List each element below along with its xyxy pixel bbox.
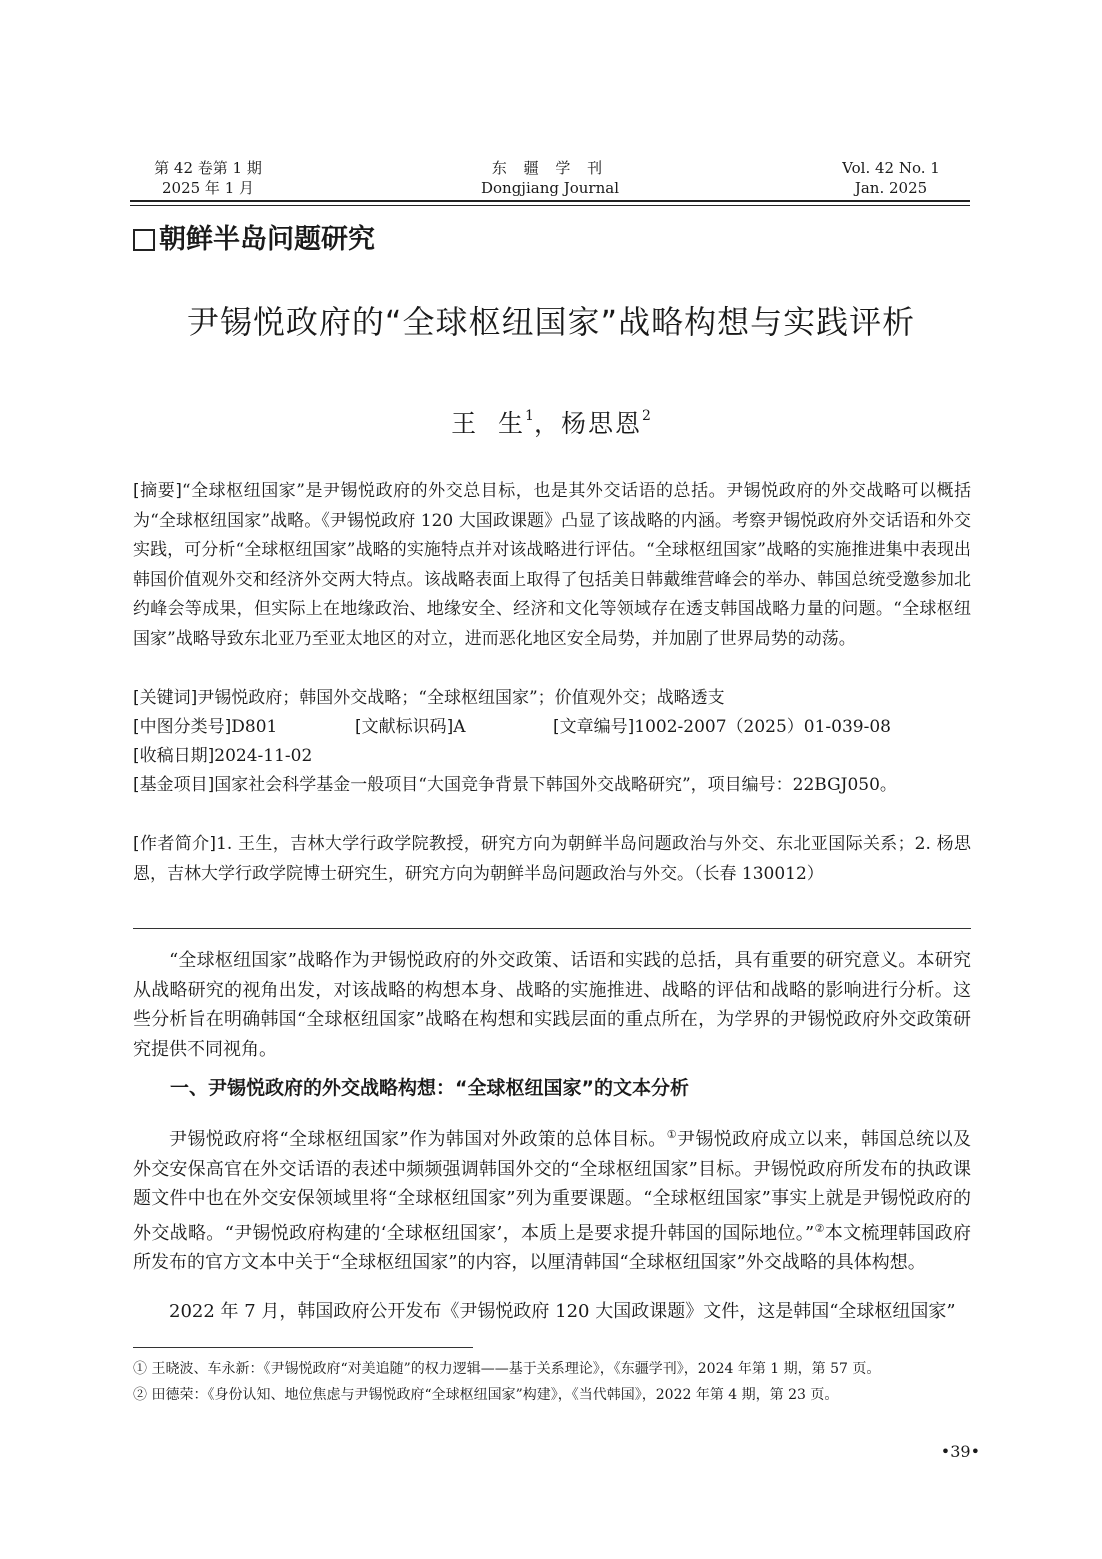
p2-part-b: 尹锡悦政府成立以来，韩国总统以及外交安保高官在外交话语的表述中频频强调韩国外交的“全球枢纽国家”目标。尹锡悦政府所发布的执政课题文件中也在外交安保领域里将“全球枢纽国家”列为重要课题。“全球枢纽国家”事实上就是尹锡悦政府的外交战略。“尹锡悦政府构建的‘全球枢纽国家’，本质上是要求提升韩国的国际地位。” — [133, 1129, 971, 1244]
authors — [0, 396, 1102, 444]
footnote-ref-1[interactable]: ① — [666, 1128, 677, 1141]
header-journal-cn: 东 疆 学 刊 — [491, 159, 609, 177]
body-paragraph — [133, 1297, 971, 1327]
header-rule-thick — [130, 200, 970, 202]
paragraph-3-text: 2022 年 7 月，韩国政府公开发布《尹锡悦政府 120 大国政课题》文件，这是韩国“全球枢纽国家” — [169, 1301, 956, 1322]
article-number — [553, 713, 891, 743]
footnote-2: ② 田德荣：《身份认知、地位焦虑与尹锡悦政府“全球枢纽国家”构建》，《当代韩国》，2022 年第 4 期，第 23 页。 — [133, 1387, 839, 1403]
keywords-text: 尹锡悦政府；韩国外交战略；“全球枢纽国家”；价值观外交；战略透支 — [197, 688, 725, 708]
keywords — [133, 684, 971, 714]
keywords-label: [关键词] — [133, 688, 198, 708]
author-info — [133, 830, 971, 889]
section-1-heading: 一、尹锡悦政府的外交战略构想：“全球枢纽国家”的文本分析 — [170, 1077, 689, 1099]
funding-label: [基金项目] — [133, 775, 215, 795]
footnotes — [133, 1356, 983, 1408]
page-number: •39• — [940, 1442, 980, 1461]
author-1-affiliation: 1 — [525, 408, 534, 424]
abstract — [133, 477, 971, 654]
header-rule-thin — [130, 205, 970, 206]
author-separator: ， — [533, 409, 561, 438]
abstract-separator — [133, 928, 971, 929]
header-volume-issue: 第 42 卷第 1 期 — [154, 159, 262, 177]
clc-code — [133, 713, 355, 743]
header-date-en: Jan. 2025 — [854, 179, 928, 197]
article-number-value: 1002-2007（2025）01-039-08 — [634, 717, 892, 737]
footnote-1: ① 王晓波、车永新：《尹锡悦政府“对美追随”的权力逻辑——基于关系理论》，《东疆学刊》，2024 年第 1 期，第 57 页。 — [133, 1361, 881, 1377]
received-date — [133, 742, 971, 772]
doc-label: [文献标识码] — [355, 717, 454, 737]
author-1: 王 生 — [451, 409, 526, 438]
intro-paragraph — [133, 946, 971, 1064]
funding — [133, 771, 971, 801]
running-header — [130, 158, 970, 200]
funding-text: 国家社会科学基金一般项目“大国竞争背景下韩国外交战略研究”，项目编号：22BGJ050。 — [214, 775, 897, 795]
author-2: 杨思恩 — [560, 409, 642, 438]
paragraph-2-text — [133, 1120, 971, 1278]
header-date-cn: 2025 年 1 月 — [161, 179, 255, 197]
abstract-text: “全球枢纽国家”是尹锡悦政府的外交总目标，也是其外交话语的总括。尹锡悦政府的外交战略可以概括为“全球枢纽国家”战略。《尹锡悦政府 120 大国政课题》凸显了该战略的内涵。考察尹锡悦政府外交话语和外交实践，可分析“全球枢纽国家”战略的实施特点并对该战略进行评估。“全球枢纽国家”战略的实施推进集中表现出韩国价值观外交和经济外交两大特点。该战略表面上取得了包括美日韩戴维营峰会的举办、韩国总统受邀参加北约峰会等成果，但实际上在地缘政治、地缘安全、经济和文化等领域存在透支韩国战略力量的问题。“全球枢纽国家”战略导致东北亚乃至亚太地区的对立，进而恶化地区安全局势，并加剧了世界局势的动荡。 — [133, 481, 971, 649]
header-vol-en — [836, 158, 946, 198]
header-journal-en: Dongjiang Journal — [480, 179, 620, 197]
article-number-label: [文章编号] — [553, 717, 635, 737]
doc-code — [355, 713, 553, 743]
clc-value: D801 — [231, 717, 278, 737]
author-info-text: 1. 王生，吉林大学行政学院教授，研究方向为朝鲜半岛问题政治与外交、东北亚国际关系；2. 杨思恩，吉林大学行政学院博士研究生，研究方向为朝鲜半岛问题政治与外交。（长春 130012） — [133, 834, 972, 884]
received-value: 2024-11-02 — [214, 746, 313, 766]
p2-part-c: 本文梳理韩国政府所发布的官方文本中关于“全球枢纽国家”的内容，以厘清韩国“全球枢纽国家”外交战略的具体构想。 — [133, 1222, 971, 1273]
section-heading — [133, 222, 375, 258]
footnote-rule — [133, 1347, 473, 1348]
square-icon — [133, 229, 155, 251]
p2-part-a: 尹锡悦政府将“全球枢纽国家”作为韩国对外政策的总体目标。 — [169, 1129, 667, 1150]
intro-text: “全球枢纽国家”战略作为尹锡悦政府的外交政策、话语和实践的总括，具有重要的研究意义。本研究从战略研究的视角出发，对该战略的构想本身、战略的实施推进、战略的评估和战略的影响进行分析。这些分析旨在明确韩国“全球枢纽国家”战略在构想和实践层面的重点所在，为学界的尹锡悦政府外交政策研究提供不同视角。 — [133, 950, 971, 1060]
received-label: [收稿日期] — [133, 746, 215, 766]
clc-label: [中图分类号] — [133, 717, 232, 737]
article-title: 尹锡悦政府的“全球枢纽国家”战略构想与实践评析 — [186, 303, 916, 341]
header-vol-no: Vol. 42 No. 1 — [842, 159, 940, 177]
body-paragraph — [133, 1120, 971, 1278]
classification-row — [133, 713, 971, 743]
author-info-label: [作者简介] — [133, 834, 217, 854]
doc-value: A — [453, 717, 466, 737]
abstract-label: [摘要] — [133, 481, 182, 501]
author-2-affiliation: 2 — [641, 408, 651, 424]
section-heading-text: 朝鲜半岛问题研究 — [159, 224, 375, 255]
footnote-ref-2[interactable]: ② — [814, 1221, 825, 1235]
